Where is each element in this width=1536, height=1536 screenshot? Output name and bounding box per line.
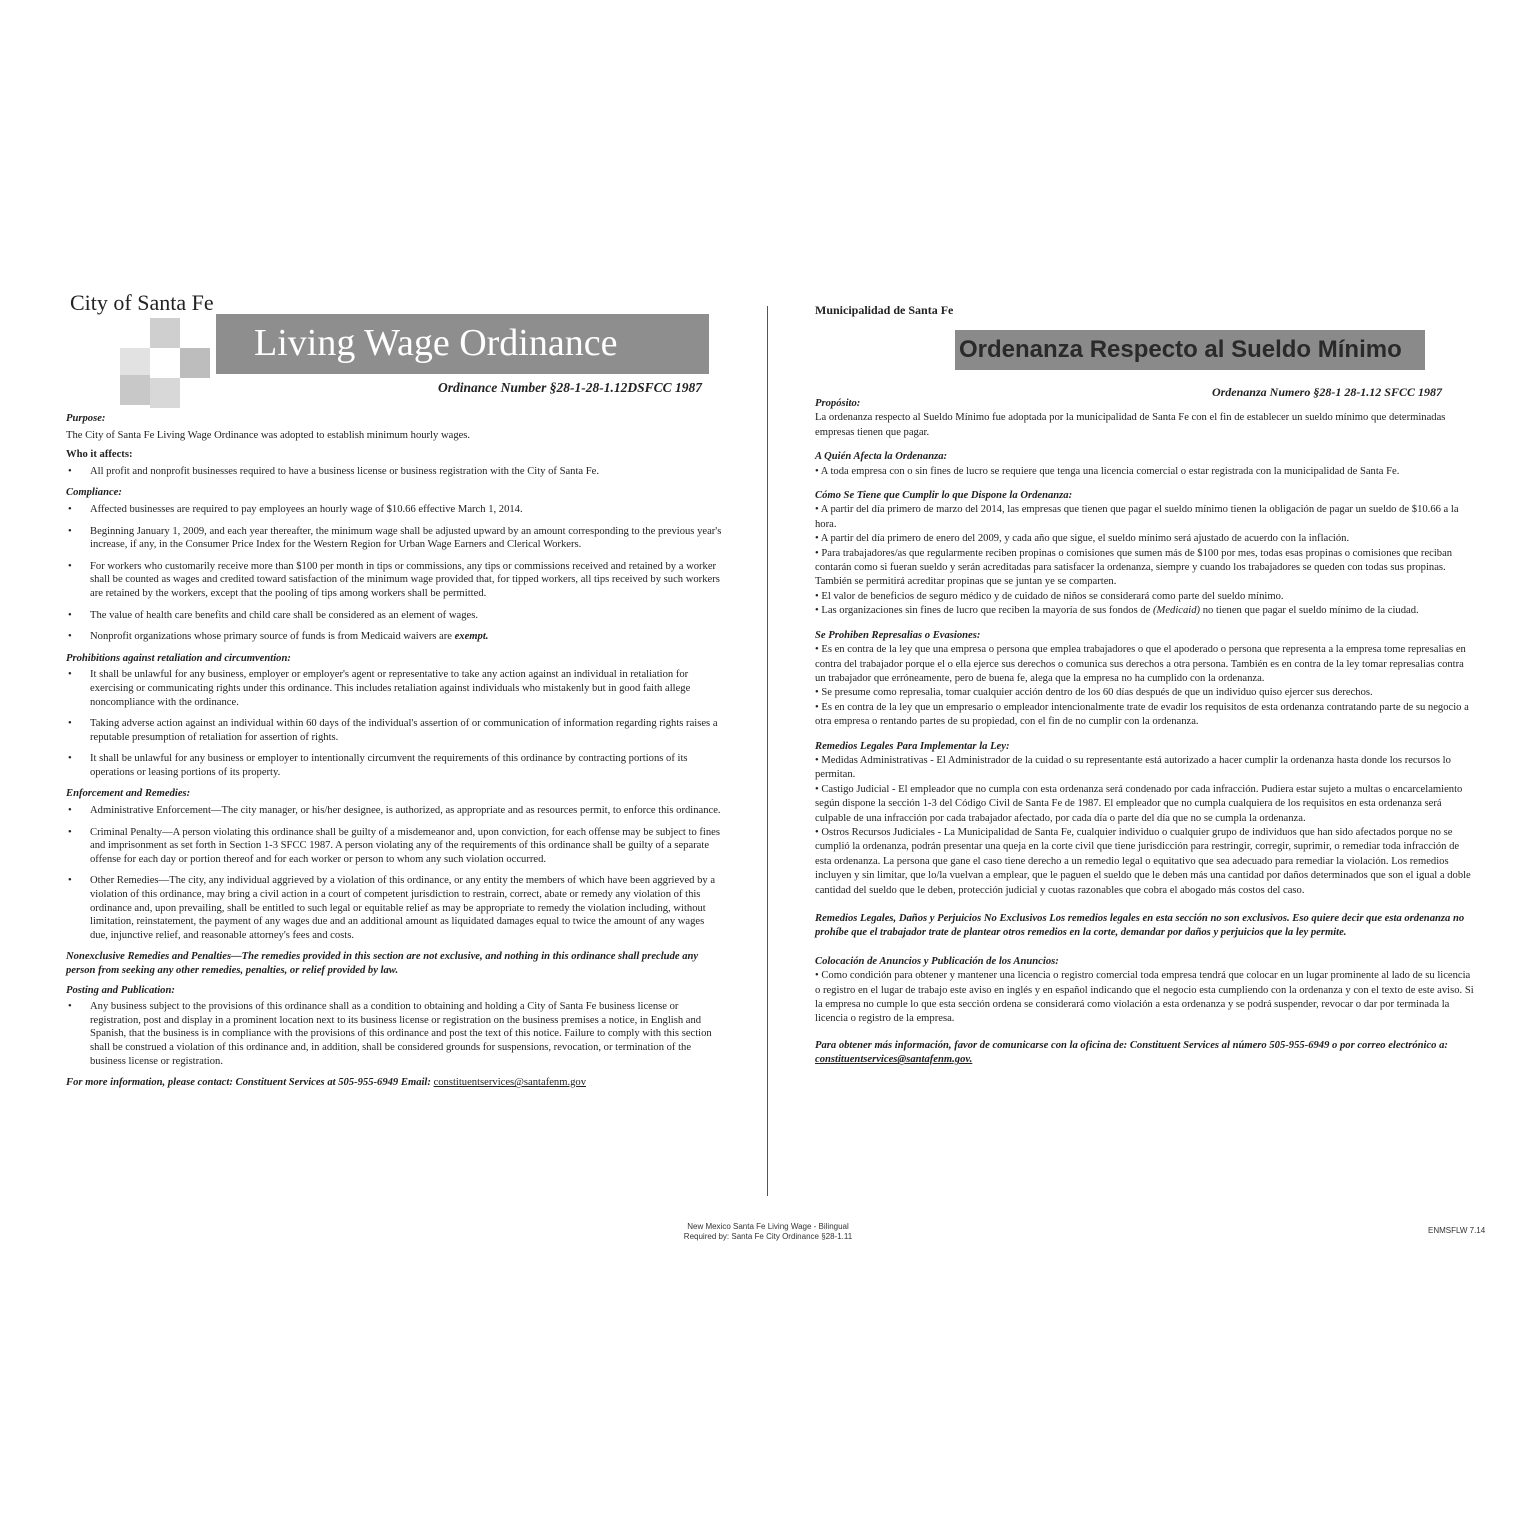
list-item: • The value of health care benefits and child care shall be considered as an element of wages.: [66, 609, 722, 623]
title-banner-es: [955, 330, 1425, 370]
list-item: • All profit and nonprofit businesses required to have a business license or business registration with the City of Santa Fe.: [66, 465, 722, 479]
enforcement-list: [66, 804, 722, 942]
spanish-column: [815, 303, 1475, 1068]
contact-email-link[interactable]: constituentservices@santafenm.gov: [433, 1077, 586, 1089]
list-item: • A partir del día primero de enero del 2009, y cada año que sigue, el sueldo mínimo será ajustado de acuerdo con la inflación.: [815, 533, 1350, 545]
list-item: [815, 604, 1475, 618]
list-item: • Other Remedies—The city, any individual aggrieved by a violation of this ordinance, or any entity the members of which have been aggrieved by a violation of this ordinance, may bring a civil action in a court of competent jurisdiction to restrain, correct, abate or remedy any violation of this ordinance and, upon prevailing, shall be entitled to such legal or equitable relief as may be appropriate to remedy the violation including, without limitation, reinstatement, the payment of any wages due and an additional amount as liquidated damages equal to twice the amount of any wages due, injunctive relief, and reasonable attorney's fees and costs.: [66, 874, 722, 942]
city-title: City of Santa Fe: [70, 290, 214, 315]
remedios-heading: Remedios Legales Para Implementar la Ley:: [815, 740, 1010, 752]
quien-text: • A toda empresa con o sin fines de lucro se requiere que tenga una licencia comercial o estar registrada con la municipalidad de Santa Fe.: [815, 465, 1400, 477]
list-item: • Medidas Administrativas - El Administrador de la cuidad o su representante está autorizado a hacer cumplir la ordenanza hasta donde los recursos lo permitan.: [815, 754, 1451, 781]
footer-line-1: New Mexico Santa Fe Living Wage - Bilingual: [687, 1222, 849, 1231]
list-item: • Se presume como represalia, tomar cualquier acción dentro de los 60 días después de que un individuo quiso ejercer sus derechos.: [815, 687, 1373, 699]
list-item: • Taking adverse action against an individual within 60 days of the individual's assertion of or communication of information regarding rights raises a reputable presumption of retaliation for assertion of rights.: [66, 717, 722, 744]
list-item: • It shall be unlawful for any business or employer to intentionally circumvent the requirements of this ordinance by contracting portions of its operations or leasing portions of its property.: [66, 752, 722, 779]
prohibitions-list: [66, 668, 722, 779]
list-item: • Castigo Judicial - El empleador que no cumpla con esta ordenanza será condenado por cada infracción. Pudiera estar sujeto a multas o encarcelamiento según dispone la sección 1-3 del Código Civil de Santa Fe de 1987. El empleador que no cumpla cualquiera de los requisitos en esta ordenanza será culpable de una infracción por cada trabajador afectado, por cada día o parte del día que no se cumpla la ordenanza.: [815, 783, 1463, 824]
list-item: • Para trabajadores/as que regularmente reciben propinas o comisiones que sumen más de $100 por mes, todas esas propinas o comisiones que reciban contarán como si fueran sueldo y serán acreditadas para satisfacer la ordenanza, siempre y cuando los trabajadores se queden con todas sus propinas. También se permitirá acreditar propinas que se juntan ye se comparten.: [815, 547, 1453, 588]
compliance-heading: Compliance:: [66, 487, 122, 499]
list-item: • It shall be unlawful for any business, employer or employer's agent or representative to take any action against an individual in retaliation for exercising or communicating rights under this ordinance. This includes retaliation against individuals who mistakenly but in good faith allege noncompliance with the ordinance.: [66, 668, 722, 709]
enforcement-heading: Enforcement and Remedies:: [66, 788, 191, 800]
proposito-heading: Propósito:: [815, 398, 861, 409]
contact-line: [66, 1076, 722, 1090]
column-divider: [767, 306, 768, 1196]
who-heading: Who it affects:: [66, 449, 133, 461]
list-item: • Any business subject to the provisions of this ordinance shall as a condition to obtaining and holding a City of Santa Fe business license or registration, post and display in a prominent location next to its business license or registration on the business premises a notice, in English and Spanish, that the business is in compliance with the provisions of this ordinance and post the text of this notice. Failure to comply with this section shall be construed a violation of this ordinance and, in addition, shall be considered grounds for suspensions, revocation, or termination of the business license or registration.: [66, 1000, 722, 1068]
list-item: • A partir del día primero de marzo del 2014, las empresas que tienen que pagar el sueldo mínimo tienen la obligación de pagar un sueldo de $10.66 a la hora.: [815, 504, 1459, 530]
posting-heading: Posting and Publication:: [66, 984, 175, 996]
list-item: • Beginning January 1, 2009, and each year thereafter, the minimum wage shall be adjusted upward by an amount corresponding to the previous year's increase, if any, in the Consumer Price Index for the Western Region for Urban Wage Earners and Clerical Workers.: [66, 525, 722, 552]
list-item: • For workers who customarily receive more than $100 per month in tips or commissions, any tips or commissions received and retained by a worker shall be counted as wages and credited toward satisfaction of the minimum wage provided that, for tipped workers, all tips received by such workers are retained by the workers, except that the pooling of tips among workers shall be permitted.: [66, 560, 722, 601]
list-item: [66, 630, 722, 644]
medicaid-text-es-end: no tienen que pagar el sueldo mínimo de la ciudad.: [1202, 605, 1419, 617]
no-exclusivos: Remedios Legales, Daños y Perjuicios No Exclusivos Los remedios legales en esta sección no son exclusivos. Eso quiere decir que esta ordenanza no prohíbe que el trabajador trate de plantear otros remedios en la corte, demandar por daños y perjuicios que la ley permite.: [815, 913, 1465, 939]
nonexclusive-remedies: Nonexclusive Remedies and Penalties—The remedies provided in this section are not exclusive, and nothing in this ordinance shall preclude any person from seeking any other remedies, penalties, or relief provided by law.: [66, 951, 699, 976]
decor-square: [180, 348, 210, 378]
contact-text-es: Para obtener más información, favor de comunicarse con la oficina de: Constituent Services al número 505-955-6949 o por correo electrónico a:: [815, 1039, 1448, 1051]
anuncios-text: • Como condición para obtener y mantener una licencia o registro comercial toda empresa tendrá que colocar en un lugar prominente al lado de su licencia o registro en el lugar de trabajo este aviso en inglés y en español indicando que el negocio esta cumpliendo con la ordenanza y con el texto de este aviso. Si la empresa no cumple lo que esta sección ordena se considerará como violación a esta ordenanza y se podrá suspender, revocar o dar por terminada la licencia o registro de la empresa.: [815, 970, 1474, 1025]
list-item: • Ostros Recursos Judiciales - La Municipalidad de Santa Fe, cualquier individuo o cualquier grupo de individuos que han sido afectados porque no se cumplió la ordenanza, podrán presentar una queja en la corte civil que tiene jurisdicción para restringir, corregir, suprimir, o remediar toda infracción de esta ordenanza. La persona que gane el caso tiene derecho a un remedio legal o equitativo que sea adecuado para remediar la violación. Los remedios incluyen y sin limitar, que lo/la vuelvan a emplear, que le paguen el sueldo que le deben más una cantidad por daños determinados que son el igual a doble cantidad del sueldo que le deben, protección judicial y cuotas razonables que cobra el abogado más costos del caso.: [815, 826, 1471, 896]
decor-square: [120, 348, 150, 378]
municipality-title: Municipalidad de Santa Fe: [815, 303, 954, 317]
title-banner: [216, 314, 709, 374]
purpose-text: The City of Santa Fe Living Wage Ordinance was adopted to establish minimum hourly wages.: [66, 429, 471, 441]
footer-code: ENMSFLW 7.14: [1428, 1226, 1486, 1235]
footer-line-2: Required by: Santa Fe City Ordinance §28-1.11: [683, 1232, 853, 1241]
ordinance-number: Ordinance Number §28-1-28-1.12DSFCC 1987: [437, 380, 702, 395]
banner-title: Living Wage Ordinance: [254, 322, 618, 364]
anuncios-heading: Colocación de Anuncios y Publicación de los Anuncios:: [815, 955, 1059, 967]
prohibitions-heading: Prohibitions against retaliation and circumvention:: [66, 652, 291, 664]
quien-heading: A Quién Afecta la Ordenanza:: [815, 451, 948, 463]
medicaid-text-es: • Las organizaciones sin fines de lucro que reciben la mayoría de sus fondos de: [815, 605, 1151, 617]
list-item: • Administrative Enforcement—The city manager, or his/her designee, is authorized, as appropriate and as resources permit, to enforce this ordinance.: [66, 804, 722, 818]
english-column: [66, 290, 722, 1090]
footer-notice: [600, 1222, 936, 1242]
ordinance-number-es: Ordenanza Numero §28-1 28-1.12 SFCC 1987: [1211, 385, 1442, 399]
banner-title-es: Ordenanza Respecto al Sueldo Mínimo: [959, 336, 1402, 363]
medicaid-text: Nonprofit organizations whose primary source of funds is from Medicaid waivers are: [90, 631, 452, 643]
contact-text: For more information, please contact: Constituent Services at 505-955-6949 Email:: [66, 1077, 431, 1089]
cumplir-heading: Cómo Se Tiene que Cumplir lo que Dispone la Ordenanza:: [815, 490, 1073, 502]
contact-line-es: [815, 1039, 1475, 1068]
list-item: • Es en contra de la ley que una empresa o persona que emplea trabajadores o que el apoderado o persona que representa a la empresa tome represalias en contra del trabajador porque el o ella ejerce sus derechos o comunica sus derechos a otra persona. También es en contra de la ley tomar represalias contra un trabajador que erróneamente, pero de buena fe, alega que la empresa no ha cumplido con la ordenanza.: [815, 644, 1466, 684]
contact-email-link-es[interactable]: constituentservices@santafenm.gov.: [815, 1054, 973, 1066]
english-header: [66, 290, 722, 406]
who-list: [66, 465, 722, 479]
list-item: • Es en contra de la ley que un empresario o empleador intencionalmente trate de evadir los requisitos de esta ordenanza contratando parte de su negocio a otra empresa o rentando partes de su propiedad, con el fin de no cumplir con la ordenanza.: [815, 701, 1469, 728]
posting-list: [66, 1000, 722, 1068]
proposito-text: La ordenanza respecto al Sueldo Mínimo fue adoptada por la municipalidad de Santa Fe con el fin de establecer un sueldo mínimo que determinadas empresas tienen que pagar.: [815, 412, 1446, 438]
medicaid-term: (Medicaid): [1153, 605, 1201, 617]
purpose-heading: Purpose:: [66, 413, 106, 424]
compliance-list: [66, 503, 722, 644]
list-item: • El valor de beneficios de seguro médico y de cuidado de niños se considerará como parte del sueldo mínimo.: [815, 590, 1284, 602]
list-item: • Affected businesses are required to pay employees an hourly wage of $10.66 effective March 1, 2014.: [66, 503, 722, 517]
represalias-heading: Se Prohiben Represalias o Evasiones:: [815, 629, 981, 641]
decor-square: [150, 378, 180, 408]
exempt-text: exempt.: [454, 631, 489, 643]
list-item: • Criminal Penalty—A person violating this ordinance shall be guilty of a misdemeanor and, upon conviction, for each offense may be subject to fines and imprisonment as set forth in Section 1-3 SFCC 1987. A person violating any of the requirements of this ordinance shall be guilty of a separate offense for each day or portion thereof and for each worker or person to whom any such violation occurred.: [66, 826, 722, 867]
decor-square: [120, 375, 150, 405]
spanish-header: [815, 303, 1475, 397]
decor-square: [150, 318, 180, 348]
